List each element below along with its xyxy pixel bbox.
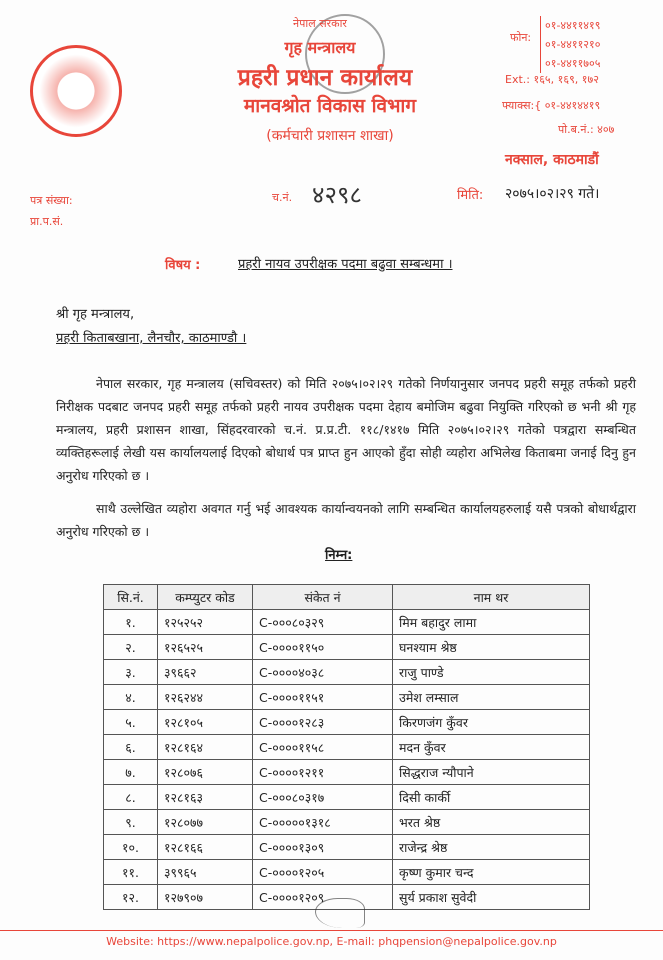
location: नक्साल, काठमाडौं [505, 152, 599, 168]
code-no-cell: C-००००१२०९ [253, 885, 393, 910]
computer-code-cell: १२८०७७ [158, 810, 253, 835]
code-no-cell: C-००००११५० [253, 635, 393, 660]
extension: Ext.: १६५, १६९, १७२ [505, 73, 599, 86]
subject-text: प्रहरी नायव उपरीक्षक पदमा बढुवा सम्बन्धमा । [238, 257, 453, 272]
serial-cell: २. [104, 635, 158, 660]
computer-code-cell: १२८०७६ [158, 760, 253, 785]
cha-no-handwritten: ४२९८ [312, 181, 362, 209]
code-no-cell: C-००००१२८३ [253, 710, 393, 735]
computer-code-cell: १२५२५२ [158, 610, 253, 635]
footer-contact: Website: https://www.nepalpolice.gov.np, E-mail: phqpension@nepalpolice.gov.np [106, 935, 557, 948]
signature [315, 898, 365, 928]
code-no-cell: C-००००१२११ [253, 760, 393, 785]
po-box: पो.ब.नं.: ४०७ [558, 123, 615, 136]
prapasa-label: प्रा.प.सं. [30, 215, 64, 228]
code-no-cell: C-०००८०३२९ [253, 610, 393, 635]
date-label: मिति: [457, 188, 484, 203]
promotion-table [103, 584, 590, 910]
name-cell: कृष्ण कुमार चन्द [393, 860, 590, 885]
name-cell: किरणजंग कुँवर [393, 710, 590, 735]
ministry-name: गृह मन्त्रालय [284, 38, 356, 57]
table-row [104, 835, 590, 860]
table-row [104, 660, 590, 685]
table-row [104, 735, 590, 760]
subject-label: विषय : [165, 258, 201, 273]
footer [0, 930, 663, 948]
phone-number: ०१-४४११७०५ [545, 57, 601, 70]
phone-list [540, 16, 600, 73]
date: २०७५।०२।२९ गते। [505, 186, 600, 202]
serial-cell: ११. [104, 860, 158, 885]
name-cell: उमेश लम्साल [393, 685, 590, 710]
column-header: सि.नं. [104, 585, 158, 610]
computer-code-cell: ३९९६५ [158, 860, 253, 885]
column-header: नाम थर [393, 585, 590, 610]
computer-code-cell: ३९६६२ [158, 660, 253, 685]
body-paragraph: नेपाल सरकार, गृह मन्त्रालय (सचिवस्तर) को मिति २०७५।०२।२९ गतेको निर्णयानुसार जनपद प्रहरी समूह तर्फको प्रहरी निरीक्षक पदबाट जनपद प्रहरी समूह तर्फको प्रहरी नायव उपरीक्षक पदमा देहाय बमोजिम बढुवा नियुक्ति गरिएको छ भनी श्री गृह मन्त्रालय, प्रहरी प्रशासन शाखा, सिंहदरवारको च.नं. प्र.प्र.टी. ११८/१४१७ मिति २०७५।०२।२९ गतेको पत्रद्वारा सम्बन्धित व्यक्तिहरूलाई लेखी यस कार्यालयलाई दिएको बोधार्थ पत्र प्राप्त हुन आएको हुँदा सोही व्यहोरा अभिलेख किताबमा जनाई दिनु हुन अनुरोध गरिएको छ । [56, 376, 636, 483]
table-row [104, 710, 590, 735]
table-row [104, 860, 590, 885]
table-row [104, 760, 590, 785]
govt-name: नेपाल सरकार [293, 17, 347, 30]
code-no-cell: C-००००११५८ [253, 735, 393, 760]
fax: फ्याक्स:{ ०१-४४१४४१९ [502, 99, 601, 112]
serial-cell: ७. [104, 760, 158, 785]
table-title: निम्न: [325, 548, 353, 563]
serial-cell: १०. [104, 835, 158, 860]
letter-no-label: पत्र संख्या: [30, 194, 73, 207]
code-no-cell: C-००००११५१ [253, 685, 393, 710]
column-header: कम्प्युटर कोड [158, 585, 253, 610]
serial-cell: ५. [104, 710, 158, 735]
cha-no-label: च.नं. [272, 191, 293, 204]
serial-cell: ३. [104, 660, 158, 685]
table-row [104, 685, 590, 710]
code-no-cell: C-०००००१३१८ [253, 810, 393, 835]
name-cell: राजु पाण्डे [393, 660, 590, 685]
table-row [104, 785, 590, 810]
code-no-cell: C-००००१२०५ [253, 860, 393, 885]
body-paragraph: साथै उल्लेखित व्यहोरा अवगत गर्नु भई आवश्यक कार्यान्वयनको लागि सम्बन्धित कार्यालयहरुलाई यसै पत्रको बोधार्थद्वारा अनुरोध गरिएको छ । [56, 501, 636, 539]
computer-code-cell: १२६२४४ [158, 685, 253, 710]
serial-cell: ४. [104, 685, 158, 710]
table-header-row [104, 585, 590, 610]
recipient-block [56, 303, 246, 351]
computer-code-cell: १२८१०५ [158, 710, 253, 735]
branch-name: (कर्मचारी प्रशासन शाखा) [266, 128, 394, 144]
serial-cell: ९. [104, 810, 158, 835]
office-name: प्रहरी प्रधान कार्यालय [237, 65, 413, 91]
computer-code-cell: १२८१६३ [158, 785, 253, 810]
phone-number: ०१-४४११२१० [545, 38, 601, 51]
code-no-cell: C-००००१३०९ [253, 835, 393, 860]
name-cell: घनश्याम श्रेष्ठ [393, 635, 590, 660]
table-row [104, 810, 590, 835]
computer-code-cell: १२७९०७ [158, 885, 253, 910]
code-no-cell: C-००००४०३८ [253, 660, 393, 685]
computer-code-cell: १२८१६६ [158, 835, 253, 860]
name-cell: मिम बहादुर लामा [393, 610, 590, 635]
computer-code-cell: १२८१६४ [158, 735, 253, 760]
name-cell: सुर्य प्रकाश सुवेदी [393, 885, 590, 910]
serial-cell: १२. [104, 885, 158, 910]
table-row [104, 635, 590, 660]
computer-code-cell: १२६५२५ [158, 635, 253, 660]
nepal-emblem-logo [30, 45, 122, 137]
name-cell: दिसी कार्की [393, 785, 590, 810]
serial-cell: ८. [104, 785, 158, 810]
name-cell: मदन कुँवर [393, 735, 590, 760]
name-cell: भरत श्रेष्ठ [393, 810, 590, 835]
department-name: मानवश्रोत विकास विभाग [243, 95, 417, 117]
name-cell: सिद्धराज न्यौपाने [393, 760, 590, 785]
serial-cell: ६. [104, 735, 158, 760]
recipient-line: श्री गृह मन्त्रालय, [56, 307, 135, 322]
phone-number: ०१-४४११४१९ [545, 19, 601, 32]
column-header: संकेत नं [253, 585, 393, 610]
phone-label: फोन: [510, 31, 532, 44]
serial-cell: १. [104, 610, 158, 635]
table-row [104, 610, 590, 635]
code-no-cell: C-०००८०३१७ [253, 785, 393, 810]
recipient-line: प्रहरी किताबखाना, लैनचौर, काठमाण्डौ । [56, 331, 247, 346]
name-cell: राजेन्द्र श्रेष्ठ [393, 835, 590, 860]
